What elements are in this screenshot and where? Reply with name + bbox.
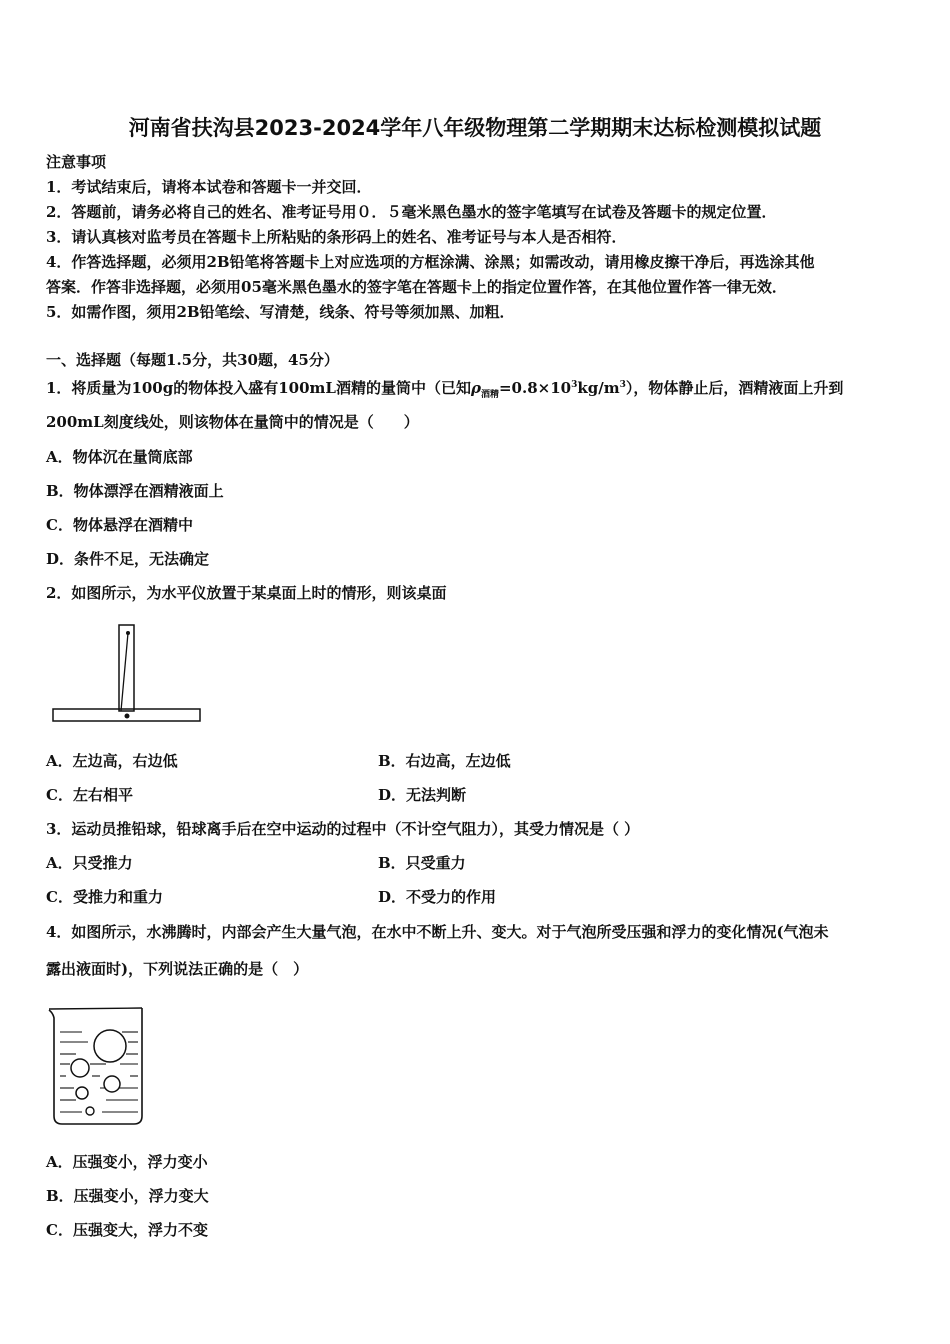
plumb-bob [125,714,130,719]
rho-unit-exponent: 3 [619,380,626,390]
rho-exponent: 3 [571,380,578,390]
q2-option-b[interactable]: B．右边高，左边低 [378,752,511,770]
notes-heading: 注意事项 [46,153,107,171]
note-item: 1．考试结束后，请将本试卷和答题卡一并交回． [46,178,372,196]
bubble-medium-2 [104,1076,120,1092]
level-frame [119,625,134,711]
q3-option-c[interactable]: C．受推力和重力 [46,888,163,906]
q4-option-c[interactable]: C．压强变大，浮力不变 [46,1221,208,1239]
note-item: 2．答题前，请务必将自己的姓名、准考证号用０．５毫米黑色墨水的签字笔填写在试卷及答题卡的规定位置． [46,203,777,221]
q3-option-d[interactable]: D．不受力的作用 [378,888,497,906]
q4-stem-line2: 露出液面时)，下列说法正确的是（ ） [46,960,309,978]
rho-symbol: ρ [470,379,481,397]
page-title: 河南省扶沟县2023-2024学年八年级物理第二学期期末达标检测模拟试题 [128,116,822,140]
plumb-line [121,633,128,711]
q1-stem-line1 [46,375,843,405]
rho-subscript: 酒精 [480,390,499,400]
beaker-rim [49,1008,142,1009]
rho-unit: kg/m [577,379,620,397]
note-item: 4．作答选择题，必须用2B铅笔将答题卡上对应选项的方框涂满、涂黑；如需改动，请用橡皮擦干净后，再选涂其他 [46,253,815,271]
q1-text-pre: 1．将质量为100g的物体投入盛有100mL酒精的量筒中（已知 [46,379,471,397]
bubble-small [76,1087,88,1099]
q2-option-d[interactable]: D．无法判断 [378,786,467,804]
section-heading: 一、选择题（每题1.5分，共30题，45分） [46,351,339,369]
rho-value: =0.8×10 [498,379,572,397]
q2-option-c[interactable]: C．左右相平 [46,786,133,804]
q3-stem: 3．运动员推铅球，铅球离手后在空中运动的过程中（不计空气阻力），其受力情况是（ ） [46,820,640,838]
note-item: 5．如需作图，须用2B铅笔绘、写清楚，线条、符号等须加黑、加粗． [46,303,515,321]
level-instrument-figure [50,622,205,726]
beaker-bubbles-figure [46,1004,150,1128]
q1-option-c[interactable]: C．物体悬浮在酒精中 [46,516,193,534]
q1-text-post: ），物体静止后，酒精液面上升到 [625,379,844,397]
bubble-large [94,1030,126,1062]
q1-option-a[interactable]: A．物体沉在量筒底部 [46,448,193,466]
q4-stem-line1: 4．如图所示，水沸腾时，内部会产生大量气泡，在水中不断上升、变大。对于气泡所受压强和浮力的变化情况(气泡未 [46,923,829,941]
q3-option-a[interactable]: A．只受推力 [46,854,133,872]
q1-option-b[interactable]: B．物体漂浮在酒精液面上 [46,482,224,500]
note-item: 3．请认真核对监考员在答题卡上所粘贴的条形码上的姓名、准考证号与本人是否相符． [46,228,627,246]
q2-option-a[interactable]: A．左边高，右边低 [46,752,178,770]
bubble-tiny [86,1107,94,1115]
note-item: 答案．作答非选择题，必须用05毫米黑色墨水的签字笔在答题卡上的指定位置作答，在其他位置作答一律无效． [46,278,787,296]
q3-option-b[interactable]: B．只受重力 [378,854,466,872]
bubble-medium [71,1059,89,1077]
beaker-outline [49,1008,142,1124]
q1-stem-line2: 200mL刻度线处，则该物体在量筒中的情况是（ ） [46,413,419,431]
q4-option-a[interactable]: A．压强变小，浮力变小 [46,1153,208,1171]
q2-stem: 2．如图所示，为水平仪放置于某桌面上时的情形，则该桌面 [46,584,447,602]
q4-option-b[interactable]: B．压强变小，浮力变大 [46,1187,209,1205]
q1-option-d[interactable]: D．条件不足，无法确定 [46,550,210,568]
